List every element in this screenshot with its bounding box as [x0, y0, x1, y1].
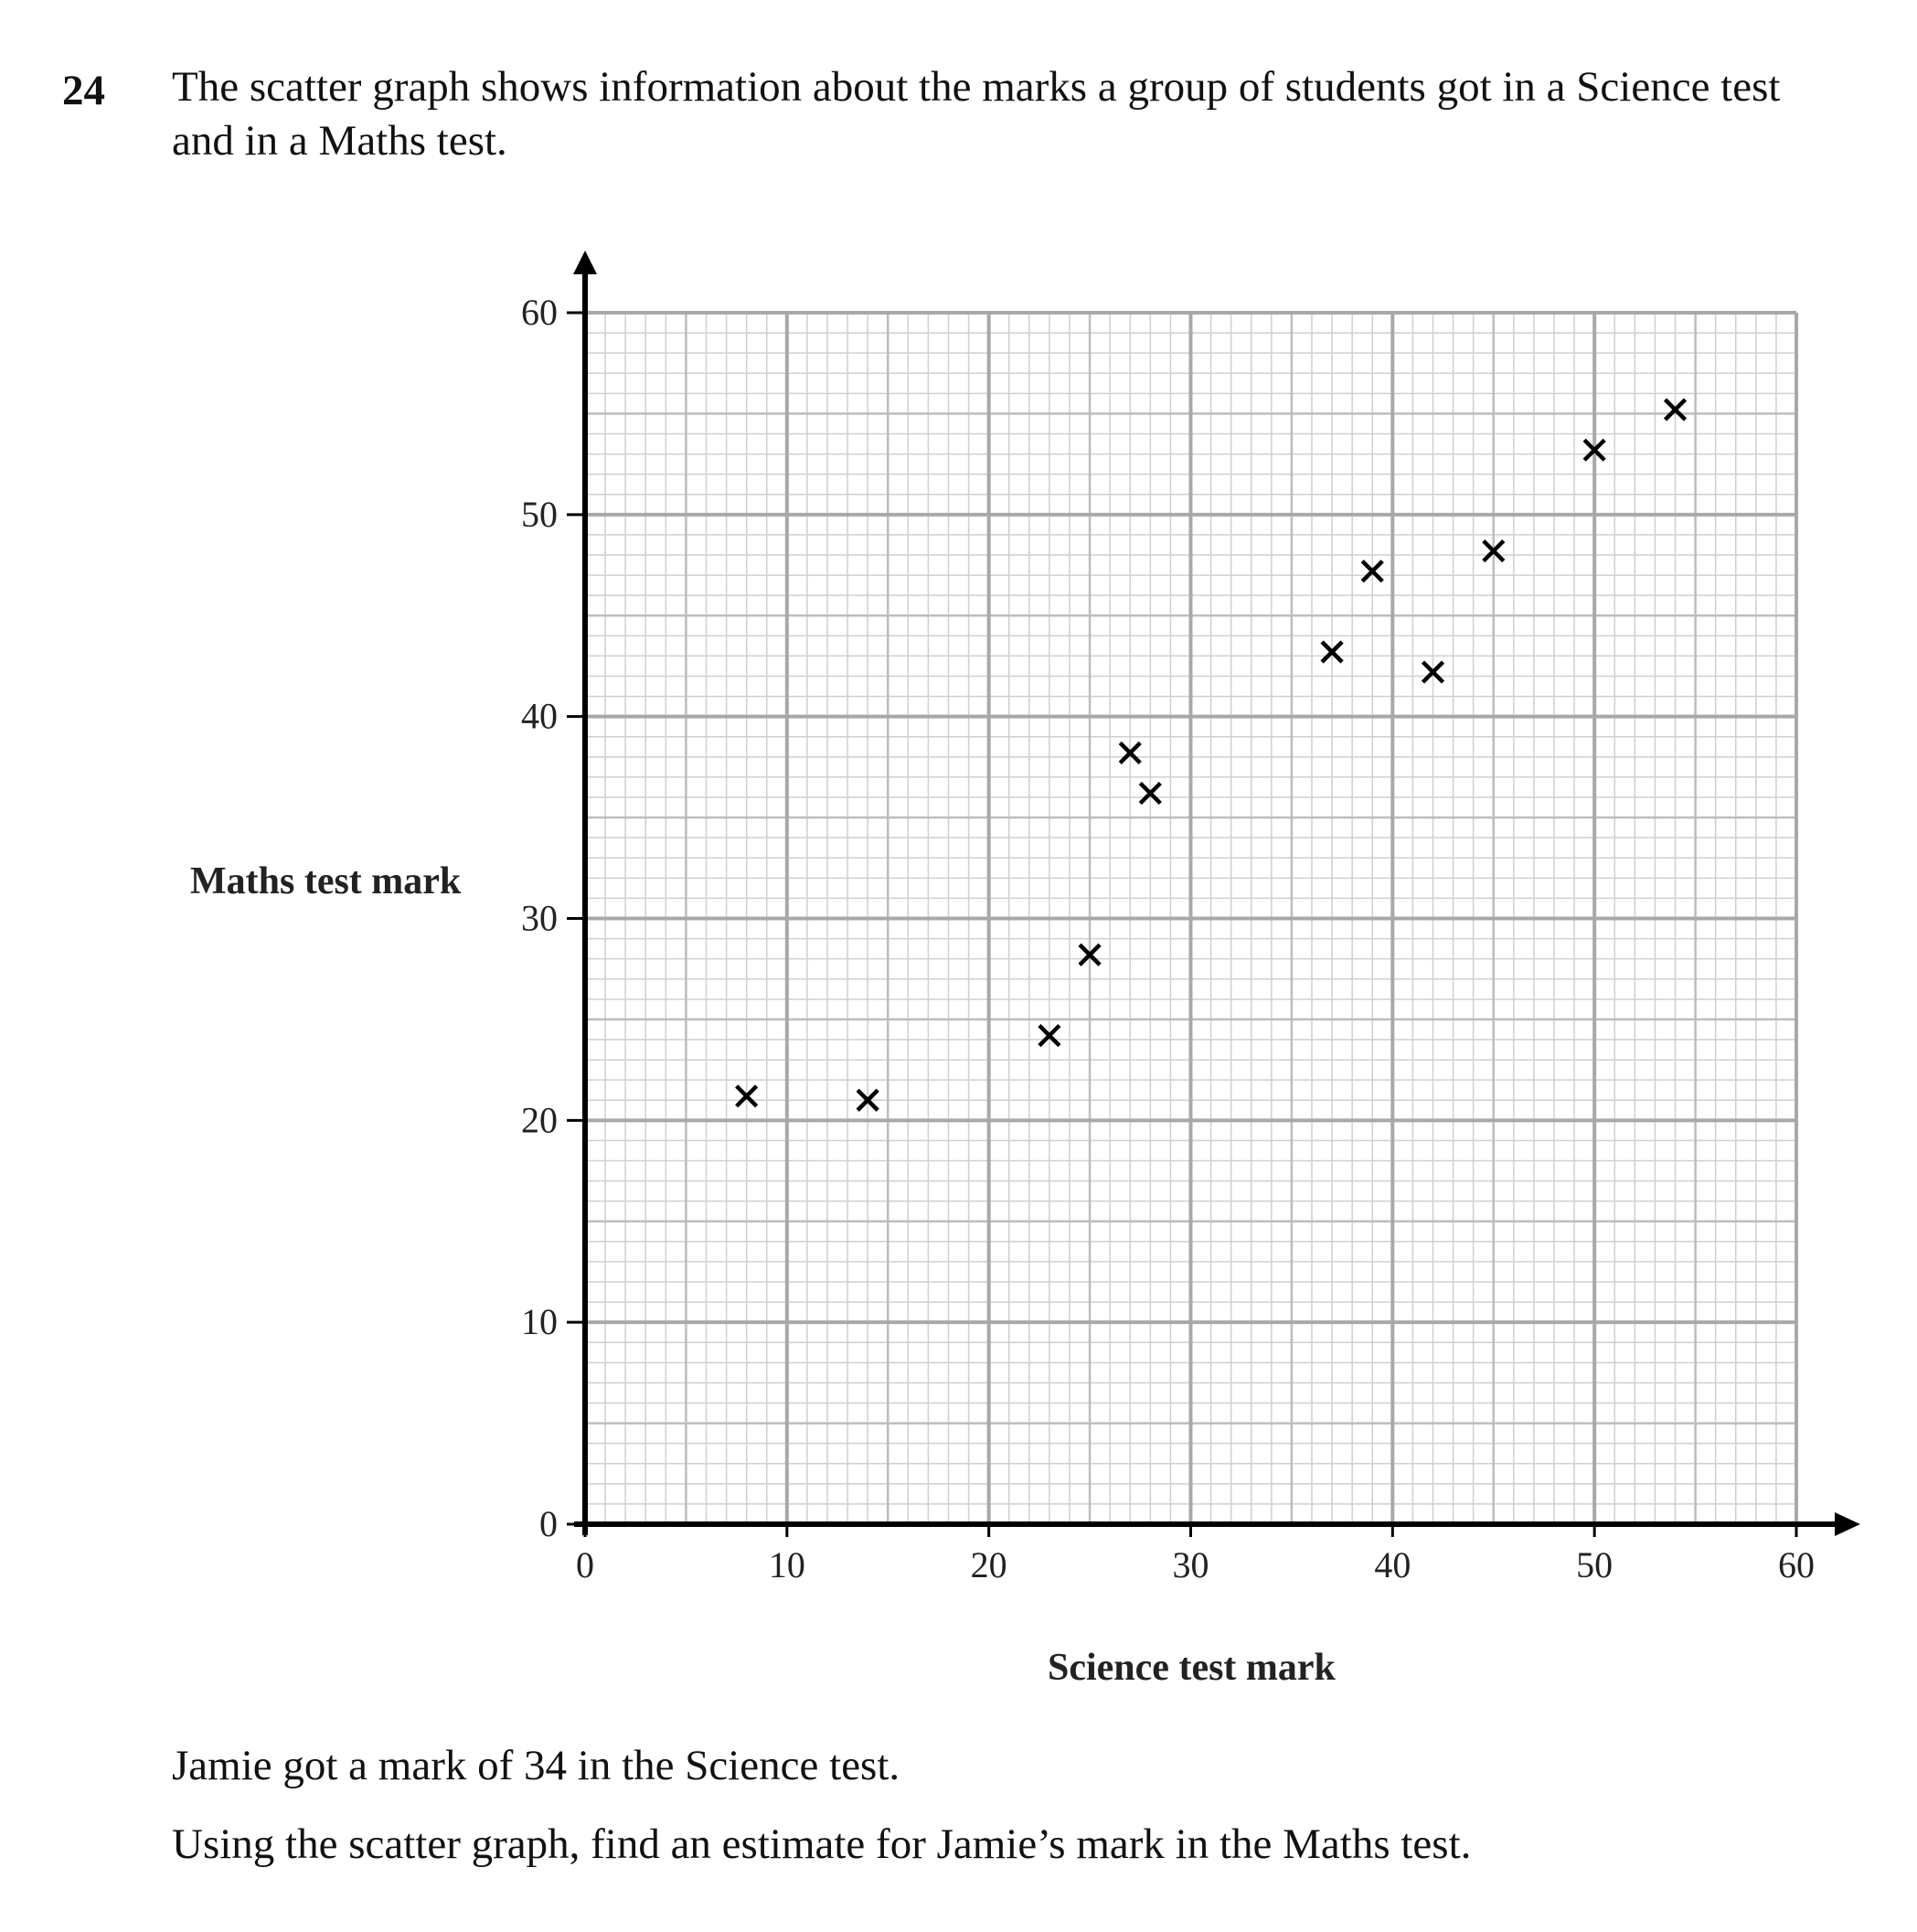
x-tick-label: 0 — [576, 1544, 594, 1585]
y-tick-label: 40 — [521, 695, 558, 737]
y-tick-label: 20 — [521, 1099, 558, 1141]
follow-up-statement: Jamie got a mark of 34 in the Science test. — [172, 1742, 900, 1789]
y-tick-label: 10 — [521, 1301, 558, 1343]
y-tick-label: 60 — [521, 292, 558, 333]
y-axis-title: Maths test mark — [190, 860, 462, 902]
x-axis-title: Science test mark — [1048, 1647, 1336, 1689]
y-tick-label: 50 — [521, 493, 558, 535]
x-axis-arrow — [1835, 1512, 1860, 1536]
question-number: 24 — [62, 67, 105, 114]
x-tick-label: 20 — [970, 1544, 1007, 1585]
x-tick-label: 40 — [1374, 1544, 1411, 1585]
x-tick-label: 30 — [1172, 1544, 1209, 1585]
follow-up-question: Using the scatter graph, find an estimate for Jamie’s mark in the Maths test. — [172, 1820, 1472, 1868]
x-tick-label: 60 — [1778, 1544, 1815, 1585]
x-tick-label: 10 — [768, 1544, 805, 1585]
x-tick-label: 50 — [1576, 1544, 1613, 1585]
y-axis-arrow — [573, 251, 597, 274]
question-text: The scatter graph shows information about the marks a group of students got in a Science test and in a Maths test. — [172, 63, 1781, 165]
y-tick-label: 0 — [539, 1503, 558, 1544]
tick-marks — [567, 313, 1796, 1537]
y-tick-label: 30 — [521, 897, 558, 939]
